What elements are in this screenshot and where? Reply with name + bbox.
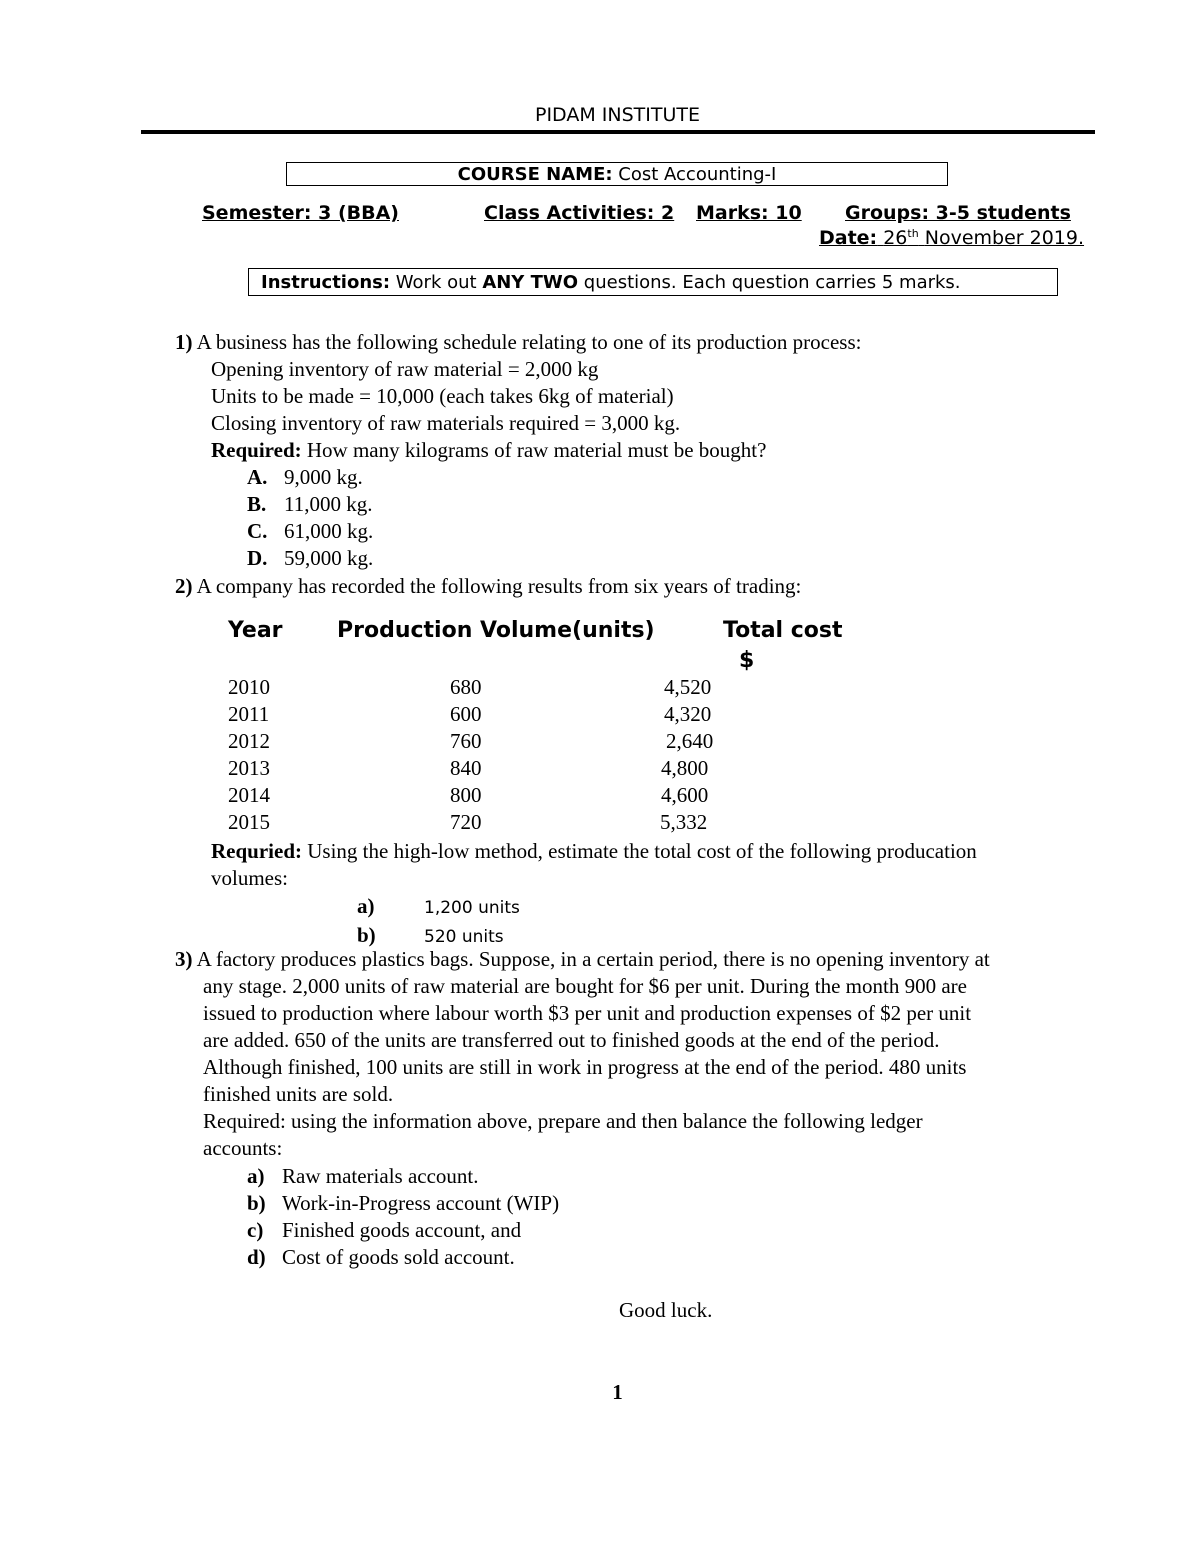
required-text: How many kilograms of raw material must be bought? — [306, 438, 767, 462]
option-text: 59,000 kg. — [284, 546, 374, 570]
year-cell: 2013 — [228, 756, 270, 780]
question-text-line: any stage. 2,000 units of raw material are bought for $6 per unit. During the month 900 are — [203, 974, 967, 998]
required-line — [211, 437, 766, 464]
option-text: 61,000 kg. — [284, 519, 374, 543]
option-text: 1,200 units — [424, 898, 520, 918]
class-activities-info: Class Activities: 2 — [484, 202, 675, 224]
volume-cell: 600 — [450, 702, 482, 726]
question-text-line: Although finished, 100 units are still in work in progress at the end of the period. 480 units — [203, 1055, 967, 1079]
semester-info: Semester: 3 (BBA) — [202, 202, 399, 224]
volume-cell: 840 — [450, 756, 482, 780]
question-1 — [175, 329, 861, 356]
question-intro: A business has the following schedule relating to one of its production process: — [196, 330, 862, 354]
option-text: Raw materials account. — [282, 1164, 479, 1188]
volume-cell: 760 — [450, 729, 482, 753]
page-number: 1 — [612, 1380, 623, 1404]
option-b — [247, 491, 373, 518]
date-info — [819, 227, 1084, 249]
required-text-continued: volumes: — [211, 866, 288, 890]
question-2-options — [357, 893, 520, 951]
question-3-options — [247, 1163, 559, 1271]
option-d — [247, 545, 373, 572]
question-text-line: issued to production where labour worth $3 per unit and production expenses of $2 per unit — [203, 1001, 972, 1025]
question-1-body — [211, 356, 766, 464]
option-letter: c) — [247, 1218, 264, 1242]
question-3 — [175, 946, 990, 973]
option-letter: a) — [247, 1164, 265, 1188]
year-cell: 2015 — [228, 810, 270, 834]
option-text: Work-in-Progress account (WIP) — [282, 1191, 560, 1215]
course-name-box — [286, 162, 948, 186]
question-text-line: Required: using the information above, prepare and then balance the following ledger — [203, 1109, 923, 1133]
cost-cell: 5,332 — [660, 810, 708, 834]
option-letter: b) — [247, 1191, 266, 1215]
question-intro: A company has recorded the following results from six years of trading: — [196, 574, 802, 598]
instructions-text-pre: Work out — [395, 272, 477, 293]
option-c — [247, 518, 373, 545]
option-letter: b) — [357, 923, 376, 947]
year-cell: 2012 — [228, 729, 270, 753]
required-label: Requried: — [211, 839, 302, 863]
option-text: 11,000 kg. — [284, 492, 373, 516]
schedule-line: Closing inventory of raw materials required = 3,000 kg. — [211, 411, 681, 435]
question-text-line: A factory produces plastics bags. Suppose, in a certain period, there is no opening inventory at — [196, 947, 990, 971]
schedule-line: Units to be made = 10,000 (each takes 6kg of material) — [211, 384, 674, 408]
cost-cell: 4,520 — [664, 675, 712, 699]
option-c — [247, 1217, 559, 1244]
volume-cell: 680 — [450, 675, 482, 699]
question-number: 2) — [175, 574, 193, 598]
year-cell: 2010 — [228, 675, 270, 699]
question-3-body — [203, 973, 971, 1162]
table-header-year: Year — [228, 618, 283, 643]
marks-info: Marks: 10 — [696, 202, 802, 224]
option-text: 520 units — [424, 927, 504, 947]
date-suffix: th — [907, 227, 919, 240]
groups-info: Groups: 3-5 students — [845, 202, 1071, 224]
year-cell: 2014 — [228, 783, 270, 807]
question-text-line: accounts: — [203, 1136, 283, 1160]
option-letter: d) — [247, 1245, 266, 1269]
schedule-line: Opening inventory of raw material = 2,000 kg — [211, 357, 599, 381]
option-letter: A. — [247, 465, 268, 489]
option-a — [247, 464, 373, 491]
option-a — [357, 893, 520, 922]
option-d — [247, 1244, 559, 1271]
volume-cell: 720 — [450, 810, 482, 834]
option-text: Cost of goods sold account. — [282, 1245, 515, 1269]
date-rest: November 2019. — [924, 227, 1085, 249]
option-letter: C. — [247, 519, 268, 543]
year-cell: 2011 — [228, 702, 270, 726]
question-2-required — [211, 838, 977, 892]
table-currency: $ — [739, 648, 755, 673]
required-label: Required: — [211, 438, 302, 462]
cost-cell: 4,800 — [661, 756, 709, 780]
instructions-label: Instructions: — [261, 272, 391, 293]
closing-text: Good luck. — [619, 1298, 713, 1322]
option-letter: B. — [247, 492, 267, 516]
option-a — [247, 1163, 559, 1190]
table-header-cost: Total cost — [723, 618, 843, 643]
question-number: 1) — [175, 330, 193, 354]
cost-cell: 2,640 — [666, 729, 714, 753]
option-text: 9,000 kg. — [284, 465, 363, 489]
date-label: Date: — [819, 227, 878, 249]
instructions-emphasis: ANY TWO — [482, 272, 579, 293]
question-1-options — [247, 464, 373, 572]
question-2 — [175, 573, 801, 600]
instructions-text-post: questions. Each question carries 5 marks. — [583, 272, 961, 293]
header-divider — [141, 130, 1095, 134]
volume-cell: 800 — [450, 783, 482, 807]
institute-title: PIDAM INSTITUTE — [535, 104, 700, 126]
option-text: Finished goods account, and — [282, 1218, 522, 1242]
table-header-volume: Production Volume(units) — [337, 618, 655, 643]
instructions-box — [248, 268, 1058, 296]
date-day: 26 — [883, 227, 908, 249]
option-letter: D. — [247, 546, 268, 570]
option-b — [247, 1190, 559, 1217]
cost-cell: 4,600 — [661, 783, 709, 807]
cost-cell: 4,320 — [664, 702, 712, 726]
question-text-line: are added. 650 of the units are transferred out to finished goods at the end of the period. — [203, 1028, 940, 1052]
question-number: 3) — [175, 947, 193, 971]
question-text-line: finished units are sold. — [203, 1082, 394, 1106]
course-name-value: Cost Accounting-I — [618, 164, 777, 185]
option-letter: a) — [357, 894, 375, 918]
course-name-label: COURSE NAME: — [457, 164, 613, 185]
required-text: Using the high-low method, estimate the total cost of the following producation — [307, 839, 977, 863]
